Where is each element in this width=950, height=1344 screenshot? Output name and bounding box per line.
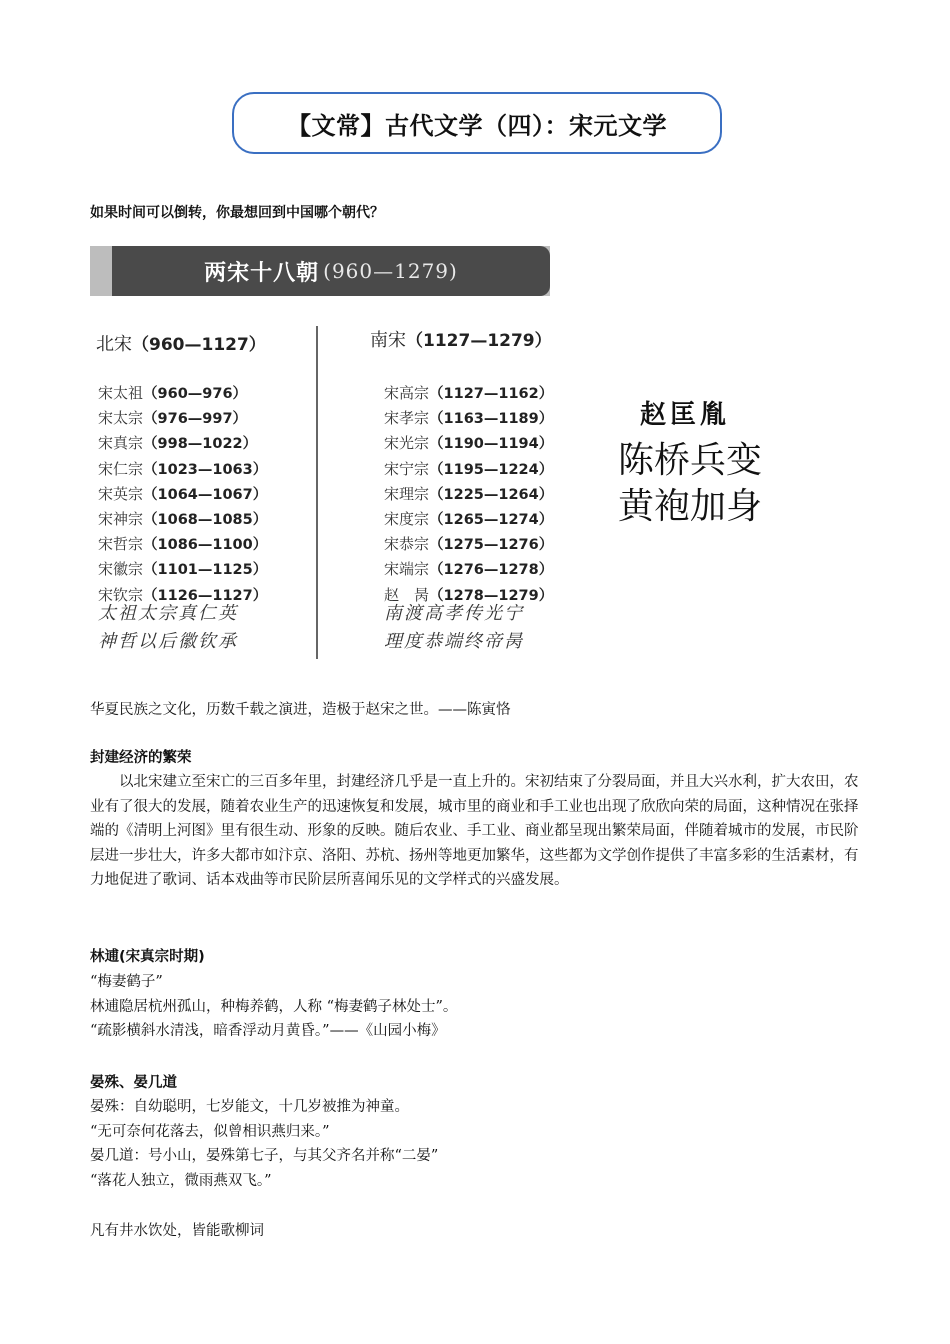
north-mnemonic <box>98 600 238 656</box>
column-divider <box>316 326 318 659</box>
linbu-lines <box>90 970 457 1044</box>
founder-name: 赵匡胤 <box>640 400 731 430</box>
list-item: 宋高宗（1127—1162） <box>384 384 554 402</box>
section-heading-economy: 封建经济的繁荣 <box>90 750 192 766</box>
list-item: 宋光宗（1190—1194） <box>384 434 554 453</box>
list-item: 宋真宗（998—1022） <box>98 434 258 453</box>
north-song-name: 北宋 <box>96 334 132 355</box>
economy-paragraph: 以北宋建立至宋亡的三百多年里，封建经济几乎是一直上升的。宋初结束了分裂局面，并且大兴水利，扩大农田，农业有了很大的发展，随着农业生产的迅速恢复和发展，城市里的商业和手工业也出现了欣欣向荣的局面，这种情况在张择端的《清明上河图》里有很生动、形象的反映。随后农业、手工业、商业都呈现出繁荣局面，伴随着城市的发展，市民阶层进一步壮大，许多大都市如汴京、洛阳、苏杭、扬州等地更加繁华，这些都为文学创作提供了丰富多彩的生活素材，有力地促进了歌词、话本戏曲等市民阶层所喜闻乐见的文学样式的兴盛发展。 <box>90 774 859 888</box>
list-item: 宋英宗（1064—1067） <box>98 484 268 503</box>
north-song-years: （960—1127） <box>132 335 266 355</box>
list-item: 宋度宗（1265—1274） <box>384 510 554 529</box>
yan-lines <box>90 1095 438 1193</box>
text-line: 林逋隐居杭州孤山，种梅养鹤，人称 “梅妻鹤子林处士”。 <box>90 998 458 1015</box>
south-song-heading <box>370 326 552 352</box>
mnemonic-line: 太祖太宗真仁英 <box>98 603 238 624</box>
list-item: 宋宁宗（1195—1224） <box>384 459 554 478</box>
list-item: 宋孝宗（1163—1189） <box>384 409 554 428</box>
list-item: 宋理宗（1225—1264） <box>384 484 554 503</box>
south-song-name: 南宋 <box>370 330 406 351</box>
list-item: 宋神宗（1068—1085） <box>98 510 268 529</box>
south-mnemonic <box>384 600 524 656</box>
south-emperor-list <box>384 381 553 608</box>
intro-question: 如果时间可以倒转，你最想回到中国哪个朝代？ <box>90 205 384 221</box>
banner-title: 两宋十八朝 <box>204 260 320 286</box>
mnemonic-line: 南渡高孝传光宁 <box>384 603 524 624</box>
page-title: 【文常】古代文学（四）：宋元文学 <box>287 111 667 140</box>
north-emperor-list <box>98 381 267 608</box>
section-heading-linbu: 林逋(宋真宗时期) <box>90 949 205 965</box>
list-item: 宋太宗（976—997） <box>98 409 248 428</box>
list-item: 宋仁宗（1023—1063） <box>98 459 268 478</box>
text-line: “无可奈何花落去，似曾相识燕归来。” <box>90 1123 330 1140</box>
mnemonic-line: 神哲以后徽钦承 <box>98 631 238 652</box>
event-line: 黄袍加身 <box>618 486 763 527</box>
list-item: 宋徽宗（1101—1125） <box>98 560 268 579</box>
event-line: 陈桥兵变 <box>618 440 763 481</box>
liu-yong-line: 凡有井水饮处，皆能歌柳词 <box>90 1223 264 1239</box>
list-item: 赵 昺（1278—1279） <box>384 585 554 604</box>
list-item: 宋哲宗（1086—1100） <box>98 535 268 554</box>
list-item: 宋恭宗（1275—1276） <box>384 535 554 554</box>
title-box <box>232 92 722 154</box>
text-line: “落花人独立，微雨燕双飞。” <box>90 1172 272 1189</box>
dynasty-figure <box>90 246 590 666</box>
banner <box>112 246 550 296</box>
list-item: 宋端宗（1276—1278） <box>384 560 554 579</box>
text-line: “疏影横斜水清浅，暗香浮动月黄昏。”——《山园小梅》 <box>90 1023 446 1039</box>
section-heading-yan: 晏殊、晏几道 <box>90 1075 177 1091</box>
text-line: “梅妻鹤子” <box>90 974 163 990</box>
text-line: 晏几道：号小山，晏殊第七子，与其父齐名并称“二晏” <box>90 1148 439 1164</box>
list-item: 宋太祖（960—976） <box>98 384 248 402</box>
south-song-years: （1127—1279） <box>406 331 552 351</box>
banner-years: (960—1279) <box>323 259 458 283</box>
quote: 华夏民族之文化，历数千载之演进，造极于赵宋之世。——陈寅恪 <box>90 702 511 718</box>
mnemonic-line: 理度恭端终帝昺 <box>384 631 524 652</box>
founder-events <box>618 438 762 530</box>
list-item: 宋钦宗（1126—1127） <box>98 585 268 604</box>
text-line: 晏殊：自幼聪明，七岁能文，十几岁被推为神童。 <box>90 1099 409 1115</box>
north-song-heading <box>96 330 266 356</box>
